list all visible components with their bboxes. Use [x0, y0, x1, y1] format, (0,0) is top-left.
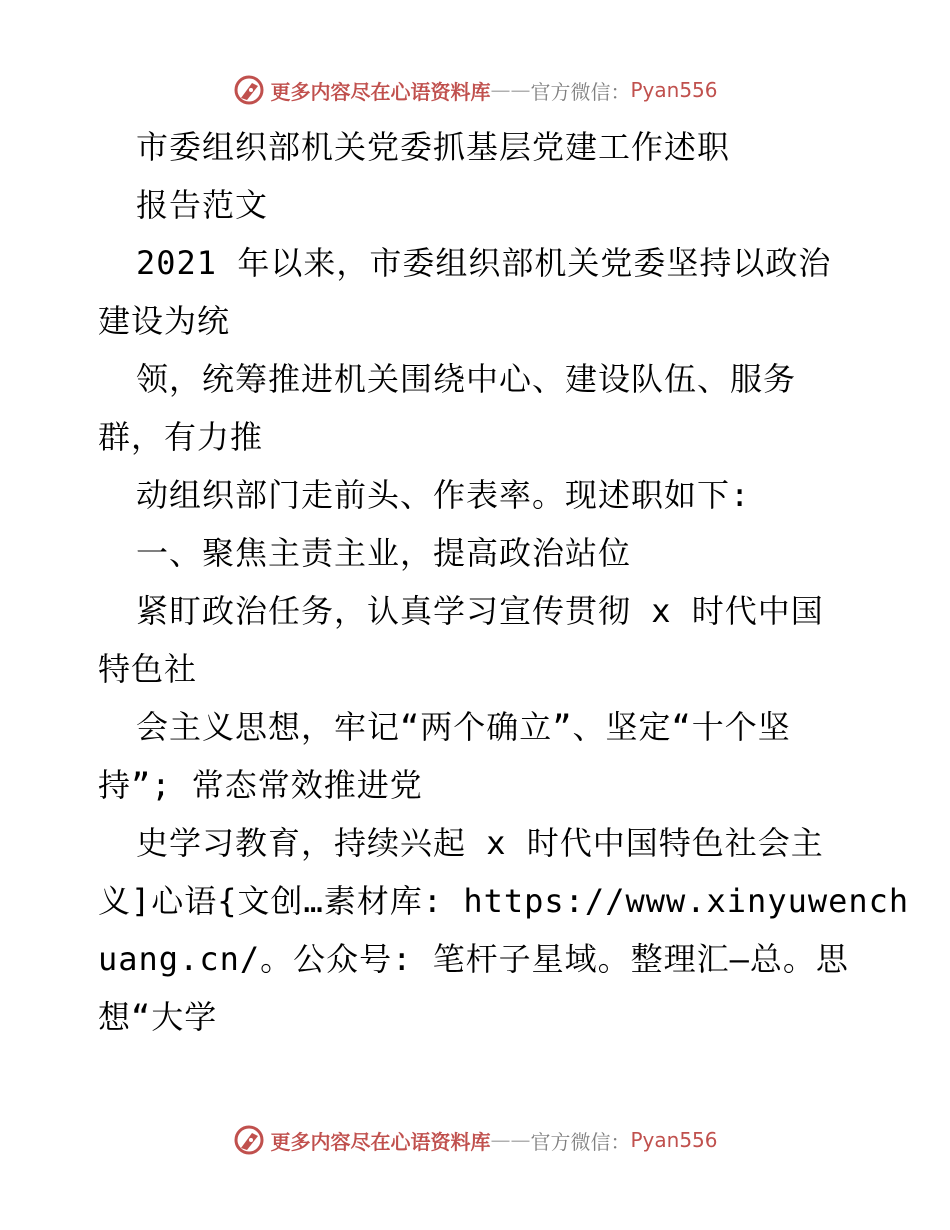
text-line: 2021 年以来，市委组织部机关党委坚持以政治: [136, 244, 832, 282]
banner-wechat-id: Pyan556: [630, 78, 718, 102]
banner-brand-text: 更多内容尽在心语资料库: [270, 1129, 491, 1154]
text-line: 动组织部门走前头、作表率。现述职如下:: [136, 476, 751, 514]
pen-nib-circle-icon: [232, 1123, 266, 1157]
banner-brand-text: 更多内容尽在心语资料库: [270, 79, 491, 104]
banner-separator: ——: [490, 1128, 531, 1152]
document-body: [98, 118, 910, 1046]
text-line: 史学习教育，持续兴起 x 时代中国特色社会主: [136, 824, 824, 862]
text-line: 一、聚焦主责主业，提高政治站位: [136, 534, 632, 572]
text-line: 会主义思想，牢记“两个确立”、坚定“十个坚: [136, 708, 791, 746]
text-line: 想“大学: [98, 998, 218, 1036]
banner-official-label: 官方微信：: [530, 1129, 631, 1154]
text-line: 报告范文: [136, 186, 269, 224]
banner-wechat-id: Pyan556: [630, 1128, 718, 1152]
text-line: 群，有力推: [98, 418, 264, 456]
text-line: 义]心语{文创…素材库: https://www.xinyuwench: [98, 882, 910, 920]
footer-watermark-banner: [0, 1120, 950, 1160]
text-line: 领，统筹推进机关围绕中心、建设队伍、服务: [136, 360, 797, 398]
text-line: 持”; 常态常效推进党: [98, 766, 423, 804]
text-line: uang.cn/。公众号: 笔杆子星域。整理汇—总。思: [98, 940, 849, 978]
header-watermark-banner: [0, 70, 950, 110]
pen-nib-circle-icon: [232, 73, 266, 107]
banner-separator: ——: [490, 78, 531, 102]
text-line: 紧盯政治任务，认真学习宣传贯彻 x 时代中国: [136, 592, 824, 630]
text-line: 建设为统: [98, 302, 231, 340]
text-line: 市委组织部机关党委抓基层党建工作述职: [136, 128, 731, 166]
text-line: 特色社: [98, 650, 198, 688]
banner-official-label: 官方微信：: [530, 79, 631, 104]
